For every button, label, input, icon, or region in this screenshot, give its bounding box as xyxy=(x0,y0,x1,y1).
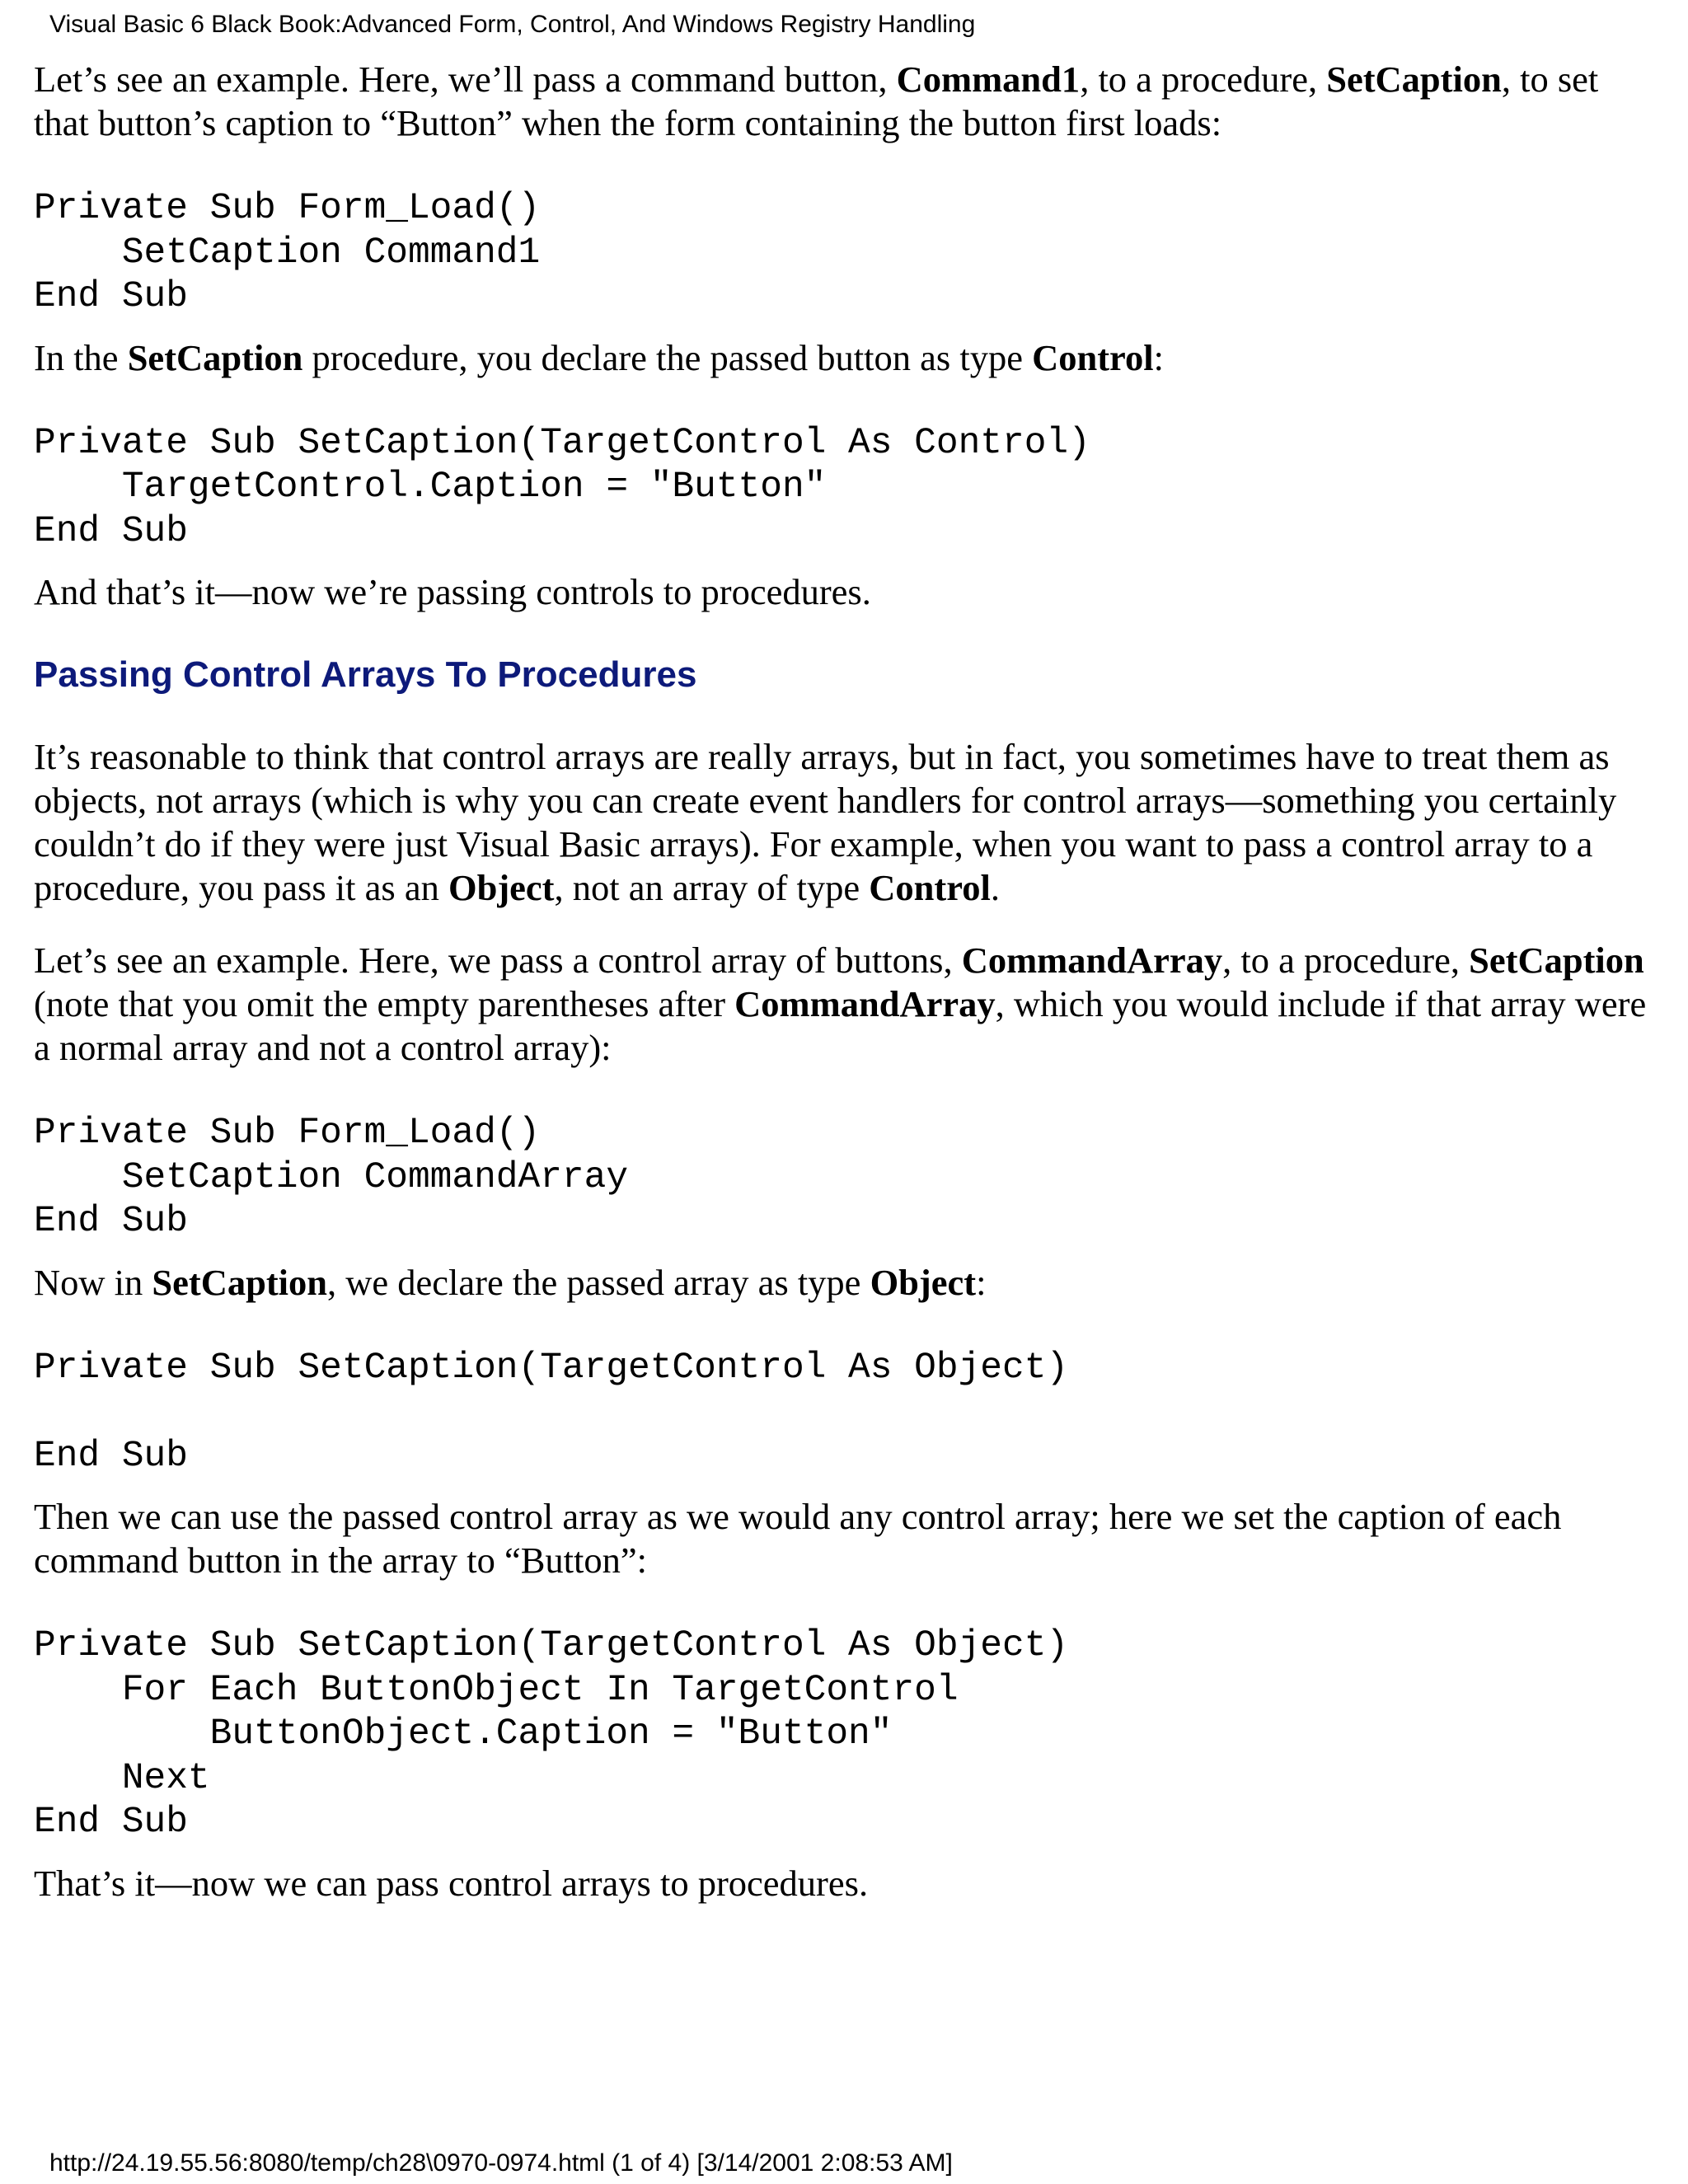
section-heading: Passing Control Arrays To Procedures xyxy=(34,654,697,695)
text: In the xyxy=(34,336,128,378)
bold-term: SetCaption xyxy=(1326,59,1502,100)
text: (note that you omit the empty parentheses after xyxy=(34,983,735,1024)
paragraph-setcaption-control xyxy=(34,336,1649,380)
document-body xyxy=(34,58,1649,1905)
paragraph-conclusion: That’s it—now we can pass control arrays to procedures. xyxy=(34,1862,869,1904)
code-block-setcaption-object: Private Sub SetCaption(TargetControl As Object) End Sub xyxy=(34,1347,1069,1477)
paragraph-control-arrays-objects xyxy=(34,735,1649,910)
page-header: Visual Basic 6 Black Book:Advanced Form, Control, And Windows Registry Handling xyxy=(49,11,976,38)
code-block-for-each: Private Sub SetCaption(TargetControl As Object) For Each ButtonObject In TargetControl ButtonObject.Caption = "Button" Next End Sub xyxy=(34,1625,1069,1843)
text: : xyxy=(1153,336,1164,378)
text: , to a procedure, xyxy=(1222,940,1470,981)
bold-term: CommandArray xyxy=(734,983,996,1024)
text: It’s reasonable to think that control arrays are really arrays, but in fact, you sometimes have to treat them as objects, not arrays (which is why you can create event handlers for control arrays—something you certainly couldn’t do if they were just Visual Basic arrays). For example, when you want to pass a control array to a procedure, you pass it as an xyxy=(34,736,1617,908)
bold-term: CommandArray xyxy=(961,940,1223,981)
paragraph-control-array-example xyxy=(34,939,1649,1070)
bold-term: Object xyxy=(870,1261,977,1303)
code-block-form-load-array: Private Sub Form_Load() SetCaption CommandArray End Sub xyxy=(34,1113,629,1242)
text: , to set that button’s caption to “Button” when the form containing the button first loads: xyxy=(34,59,1599,143)
paragraph-intro-example xyxy=(34,58,1649,145)
text: , to a procedure, xyxy=(1080,59,1327,100)
bold-term: SetCaption xyxy=(1469,940,1644,981)
text: , we declare the passed array as type xyxy=(327,1261,870,1303)
paragraph-passing-controls: And that’s it—now we’re passing controls to procedures. xyxy=(34,571,871,612)
page-footer-url: http://24.19.55.56:8080/temp/ch28\0970-0974.html (1 of 4) [3/14/2001 2:08:53 AM] xyxy=(49,2149,953,2177)
paragraph-use-control-array: Then we can use the passed control array as we would any control array; here we set the caption of each command button in the array to “Button”: xyxy=(34,1496,1562,1581)
text: Now in xyxy=(34,1261,152,1303)
bold-term: SetCaption xyxy=(127,336,303,378)
text: procedure, you declare the passed button as type xyxy=(302,336,1033,378)
text: : xyxy=(976,1261,987,1303)
text: , not an array of type xyxy=(554,867,870,908)
bold-term: Control xyxy=(869,867,991,908)
text: . xyxy=(990,867,1000,908)
text: Let’s see an example. Here, we’ll pass a command button, xyxy=(34,59,897,100)
bold-term: Control xyxy=(1032,336,1154,378)
code-block-setcaption-control: Private Sub SetCaption(TargetControl As Control) TargetControl.Caption = "Button" End Sub xyxy=(34,422,1090,552)
paragraph-setcaption-object xyxy=(34,1261,1649,1305)
bold-term: Object xyxy=(448,867,555,908)
text: Let’s see an example. Here, we pass a control array of buttons, xyxy=(34,940,962,981)
code-block-form-load: Private Sub Form_Load() SetCaption Command1 End Sub xyxy=(34,188,541,317)
bold-term: SetCaption xyxy=(152,1261,328,1303)
bold-term: Command1 xyxy=(896,59,1081,100)
text: , which you would include if that array were a normal array and not a control array): xyxy=(34,983,1647,1068)
